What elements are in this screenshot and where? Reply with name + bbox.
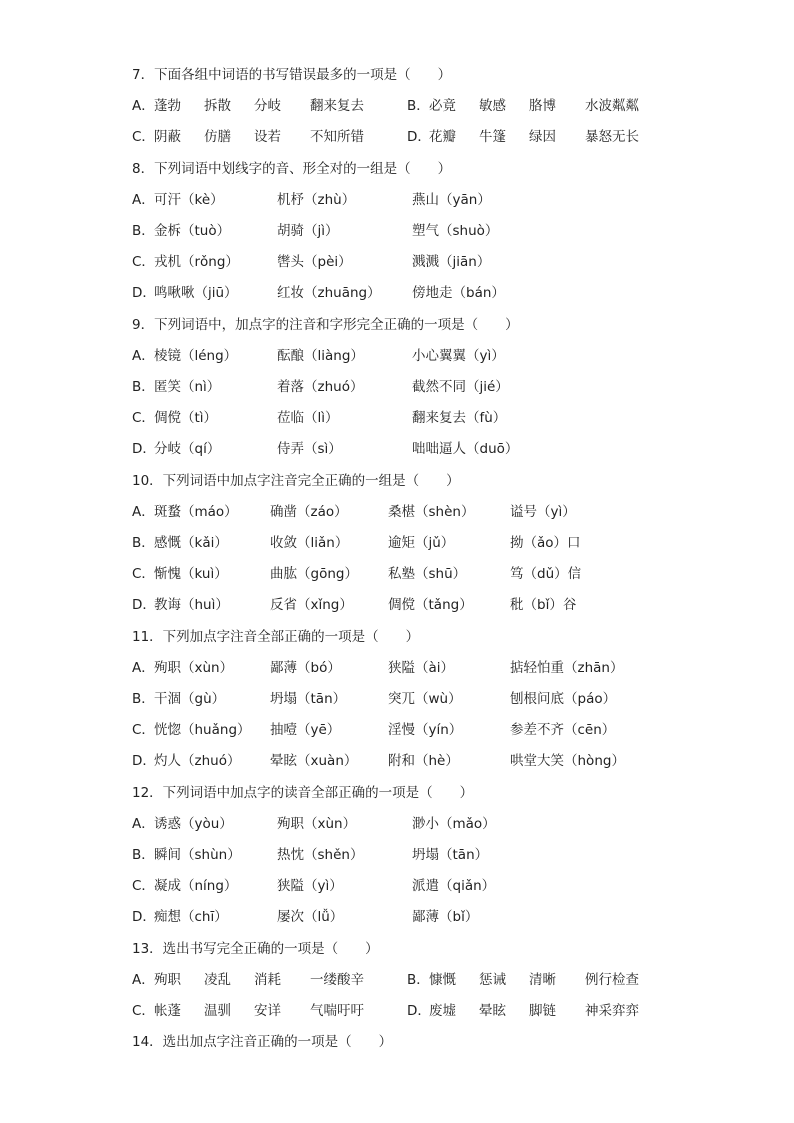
- option-letter[interactable]: B．: [132, 847, 155, 863]
- option-word: 仿膳: [204, 129, 231, 146]
- option-word: 参差不齐（cēn）: [510, 722, 616, 739]
- option-word: 辔头（pèi）: [277, 254, 352, 271]
- question-stem: 10．下列词语中加点字注音完全正确的一组是（ ）: [132, 472, 460, 489]
- option-word: 诱惑（yòu）: [154, 815, 233, 832]
- question-stem: 9．下列词语中，加点字的注音和字形完全正确的一项是（ ）: [132, 316, 519, 333]
- option-word: 倜傥（tì）: [154, 410, 218, 427]
- option-word: 殉职: [154, 971, 181, 988]
- option-row: [132, 875, 652, 897]
- option-word: 感慨（kǎi）: [154, 535, 228, 551]
- option-word: 敏感: [479, 98, 506, 115]
- option-row: [132, 594, 652, 616]
- option-word: 蓬勃: [154, 98, 181, 115]
- option-word: 胡骑（jì）: [277, 223, 339, 239]
- option-row: [132, 750, 652, 772]
- option-row: [132, 532, 652, 554]
- option-word: 晕眩（xuàn）: [270, 753, 358, 770]
- option-word: 脚链: [529, 1003, 556, 1019]
- option-word: 侍弄（sì）: [277, 441, 342, 458]
- option-word: 溅溅（jiān）: [412, 254, 491, 271]
- option-word: 坍塌（tān）: [270, 691, 347, 707]
- option-letter[interactable]: D．: [407, 1003, 431, 1019]
- option-word: 晕眩: [479, 1003, 506, 1019]
- option-word: 咄咄逼人（duō）: [412, 441, 519, 458]
- option-word: 附和（hè）: [388, 753, 459, 770]
- option-word: 红妆（zhuāng）: [277, 285, 381, 302]
- option-letter[interactable]: A．: [132, 815, 155, 832]
- option-word: 匿笑（nì）: [154, 379, 221, 395]
- option-word: 狭隘（ài）: [388, 659, 455, 676]
- option-word: 不知所错: [310, 129, 364, 146]
- option-word: 燕山（yān）: [412, 191, 491, 208]
- option-word: 气喘吁吁: [310, 1003, 364, 1019]
- option-row: [132, 844, 652, 866]
- option-word: 逾矩（jǔ）: [388, 535, 455, 551]
- option-row: [132, 563, 652, 585]
- option-word: 设若: [254, 129, 281, 146]
- option-letter[interactable]: B．: [132, 223, 155, 239]
- option-word: 分岐（qí）: [154, 441, 221, 458]
- option-letter[interactable]: D．: [132, 285, 156, 302]
- option-letter[interactable]: B．: [132, 691, 155, 707]
- option-row: [132, 501, 652, 523]
- option-word: 莅临（lì）: [277, 410, 339, 427]
- option-letter[interactable]: C．: [132, 566, 155, 583]
- option-letter[interactable]: A．: [132, 971, 155, 988]
- option-word: 瞬间（shùn）: [154, 847, 241, 863]
- option-row: [132, 345, 652, 367]
- option-word: 例行检查: [585, 971, 639, 988]
- option-word: 痴想（chī）: [154, 909, 228, 926]
- option-letter[interactable]: A．: [132, 503, 155, 520]
- option-word: 曲肱（gōng）: [270, 566, 358, 583]
- option-word: 屡次（lǚ）: [277, 909, 344, 926]
- option-word: 戎机（rǒng）: [154, 254, 239, 271]
- option-letter[interactable]: D．: [407, 129, 431, 146]
- option-word: 惩诫: [479, 971, 506, 988]
- option-letter[interactable]: B．: [132, 535, 155, 551]
- option-word: 傍地走（bán）: [412, 285, 505, 302]
- option-word: 教诲（huì）: [154, 597, 229, 614]
- option-letter[interactable]: C．: [132, 878, 155, 895]
- option-word: 废墟: [429, 1003, 456, 1019]
- option-word: 抽噎（yē）: [270, 722, 341, 739]
- option-row: [132, 95, 692, 117]
- option-word: 鄙薄（bǐ）: [412, 909, 479, 926]
- option-word: 花瓣: [429, 129, 456, 146]
- option-letter[interactable]: A．: [132, 347, 155, 364]
- option-word: 棱镜（léng）: [154, 347, 238, 364]
- question-stem: 12．下列词语中加点字的读音全部正确的一项是（ ）: [132, 784, 474, 801]
- option-word: 确凿（záo）: [270, 503, 348, 520]
- option-letter[interactable]: D．: [132, 753, 156, 770]
- option-word: 分岐: [254, 98, 281, 115]
- option-word: 殉职（xùn）: [154, 659, 234, 676]
- option-word: 桑椹（shèn）: [388, 503, 475, 520]
- option-row: [132, 282, 652, 304]
- option-row: [132, 126, 692, 148]
- option-row: [132, 1000, 692, 1022]
- option-word: 秕（bǐ）谷: [510, 597, 577, 614]
- option-row: [132, 438, 652, 460]
- question-stem: 8．下列词语中划线字的音、形全对的一组是（ ）: [132, 160, 452, 177]
- option-word: 收敛（liǎn）: [270, 535, 349, 551]
- option-word: 派遣（qiǎn）: [412, 878, 496, 895]
- option-word: 塑气（shuò）: [412, 223, 499, 239]
- option-word: 酝酿（liàng）: [277, 347, 364, 364]
- option-word: 私塾（shū）: [388, 566, 467, 583]
- option-word: 神采弈弈: [585, 1003, 639, 1019]
- option-word: 坍塌（tān）: [412, 847, 489, 863]
- option-row: [132, 688, 652, 710]
- option-word: 刨根问底（páo）: [510, 691, 617, 707]
- option-letter[interactable]: B．: [407, 98, 430, 115]
- option-word: 凌乱: [204, 971, 231, 988]
- option-letter[interactable]: D．: [132, 597, 156, 614]
- option-letter[interactable]: B．: [407, 971, 430, 988]
- option-word: 翻来复去: [310, 98, 364, 115]
- option-word: 突兀（wù）: [388, 691, 462, 707]
- option-word: 阴蔽: [154, 129, 181, 146]
- option-word: 灼人（zhuó）: [154, 753, 241, 770]
- option-word: 必竟: [429, 98, 456, 115]
- option-word: 截然不同（jié）: [412, 379, 509, 395]
- option-word: 狭隘（yì）: [277, 878, 343, 895]
- option-word: 掂轻怕重（zhān）: [510, 659, 624, 676]
- option-word: 笃（dǔ）信: [510, 566, 582, 583]
- option-word: 绿因: [529, 129, 556, 146]
- option-word: 凝成（níng）: [154, 878, 238, 895]
- option-letter[interactable]: C．: [132, 129, 155, 146]
- option-word: 金柝（tuò）: [154, 223, 231, 239]
- option-row: [132, 189, 652, 211]
- option-word: 惭愧（kuì）: [154, 566, 228, 583]
- option-letter[interactable]: A．: [132, 659, 155, 676]
- option-word: 胳博: [529, 98, 556, 115]
- option-word: 机杼（zhù）: [277, 191, 356, 208]
- option-letter[interactable]: C．: [132, 1003, 155, 1019]
- option-word: 牛篷: [479, 129, 506, 146]
- option-letter[interactable]: C．: [132, 722, 155, 739]
- option-word: 一缕酸辛: [310, 971, 364, 988]
- option-word: 斑蝥（máo）: [154, 503, 238, 520]
- question-stem: 13．选出书写完全正确的一项是（ ）: [132, 940, 379, 957]
- option-word: 小心翼翼（yì）: [412, 347, 505, 364]
- option-row: [132, 407, 652, 429]
- option-word: 水波粼粼: [585, 98, 639, 115]
- question-stem: 14．选出加点字注音正确的一项是（ ）: [132, 1034, 393, 1051]
- option-letter[interactable]: C．: [132, 254, 155, 271]
- option-word: 可汗（kè）: [154, 191, 224, 208]
- option-letter[interactable]: C．: [132, 410, 155, 427]
- option-word: 鄙薄（bó）: [270, 659, 341, 676]
- option-word: 清晰: [529, 971, 556, 988]
- option-row: [132, 251, 652, 273]
- option-letter[interactable]: B．: [132, 379, 155, 395]
- option-row: [132, 376, 652, 398]
- option-word: 安详: [254, 1003, 281, 1019]
- option-word: 拗（ǎo）口: [510, 535, 581, 551]
- option-word: 淫慢（yín）: [388, 722, 463, 739]
- option-row: [132, 220, 652, 242]
- question-stem: 11．下列加点字注音全部正确的一项是（ ）: [132, 628, 420, 645]
- option-word: 谥号（yì）: [510, 503, 576, 520]
- option-word: 殉职（xùn）: [277, 815, 357, 832]
- option-word: 暴怒无长: [585, 129, 639, 146]
- option-letter[interactable]: D．: [132, 441, 156, 458]
- option-letter[interactable]: A．: [132, 98, 155, 115]
- option-row: [132, 813, 652, 835]
- option-word: 倜傥（tǎng）: [388, 597, 473, 614]
- option-row: [132, 657, 652, 679]
- option-row: [132, 906, 652, 928]
- option-row: [132, 719, 652, 741]
- option-letter[interactable]: A．: [132, 191, 155, 208]
- option-word: 热忱（shěn）: [277, 847, 364, 863]
- option-word: 干涸（gù）: [154, 691, 226, 707]
- option-word: 帐蓬: [154, 1003, 181, 1019]
- option-word: 鸣啾啾（jiū）: [154, 285, 238, 302]
- option-letter[interactable]: D．: [132, 909, 156, 926]
- option-word: 温驯: [204, 1003, 231, 1019]
- option-word: 恍惚（huǎng）: [154, 722, 251, 739]
- option-word: 翻来复去（fù）: [412, 410, 507, 427]
- option-word: 消耗: [254, 971, 281, 988]
- option-word: 反省（xǐng）: [270, 597, 353, 614]
- option-word: 拆散: [204, 98, 231, 115]
- option-word: 渺小（mǎo）: [412, 815, 496, 832]
- option-row: [132, 969, 692, 991]
- question-stem: 7．下面各组中词语的书写错误最多的一项是（ ）: [132, 67, 452, 83]
- option-word: 慷慨: [429, 971, 456, 988]
- option-word: 着落（zhuó）: [277, 379, 364, 395]
- option-word: 哄堂大笑（hòng）: [510, 753, 625, 770]
